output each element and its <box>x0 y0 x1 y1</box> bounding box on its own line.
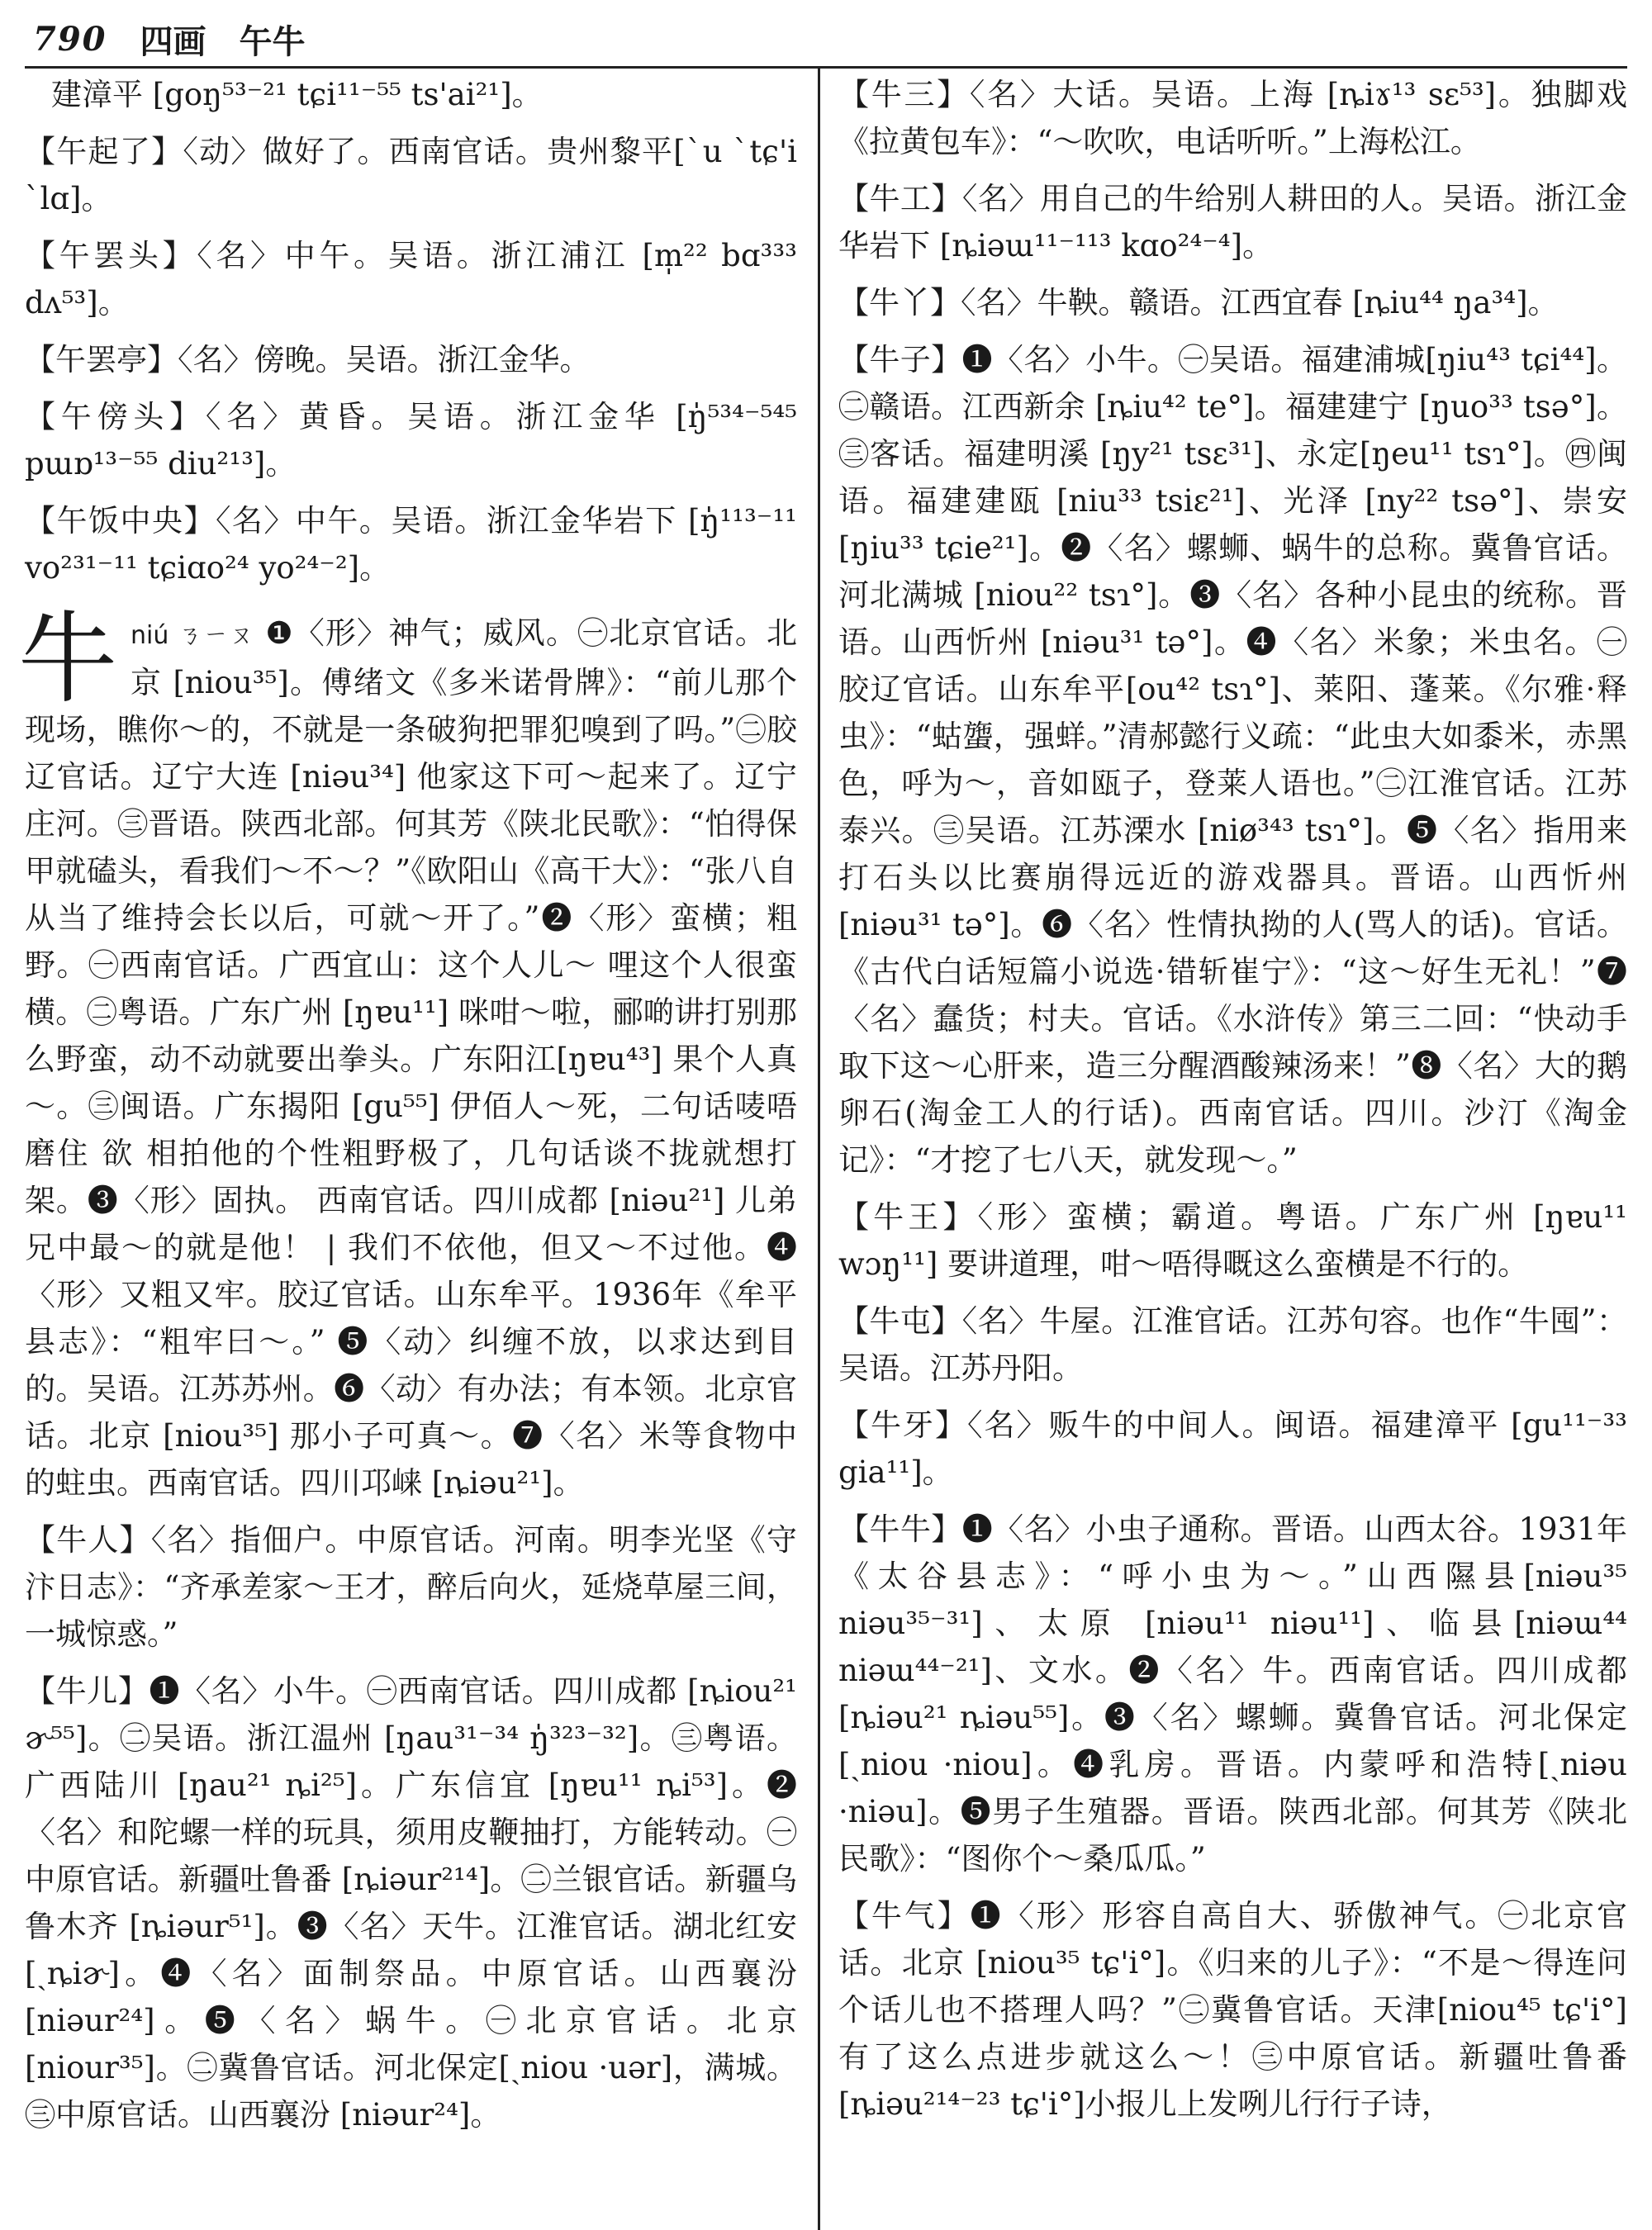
head-pinyin: niú ㄋㄧㄡ <box>131 621 255 650</box>
niu-definition: ❶〈形〉神气；威风。㊀北京官话。北京 [niou³⁵]。傅绪文《多米诺骨牌》：“前儿那个现场，瞧你～的，不就是一条破狗把罪犯嗅到了吗。”㊁胶辽官话。辽宁大连 [niəu³⁴] 他家这下可～起来了。辽宁庄河。㊂晋语。陕西北部。何其芳《陕北民歌》：“怕得保甲就磕头，看我们～不～？”《欧阳山《高干大》：“张八自从当了维持会长以后，可就～开了。”❷〈形〉蛮横；粗野。㊀西南官话。广西宜山：这个人儿～ 哩这个人很蛮横。㊁粤语。广东广州 [ŋɐu¹¹] 咪咁～啦，郦啲讲打别那么野蛮，动不动就要出拳头。广东阳江[ŋɐu⁴³] 果个人真～。㊂闽语。广东揭阳 [gu⁵⁵] 伊佰人～死，二句话唛唔磨住 欲 相拍他的个性粗野极了，几句话谈不拢就想打架。❸〈形〉固执。 西南官话。四川成都 [niəu²¹] 儿弟兄中最～的就是他！ | 我们不依他，但又～不过他。❹〈形〉又粗又牢。胶辽官话。山东牟平。1936年《牟平县志》：“粗牢曰～。” ❺〈动〉纠缠不放，以求达到目的。吴语。江苏苏州。❻〈动〉有办法；有本领。北京官话。北京 [niou³⁵] 那小子可真～。❼〈名〉米等食物中的蛀虫。西南官话。四川邛崃 [ȵiəu²¹]。 <box>25 615 797 1501</box>
entry-niuya-yoke: 【牛丫】〈名〉牛鞅。赣语。江西宜春 [ȵiu⁴⁴ ŋa³⁴]。 <box>838 285 1559 320</box>
entry-niuya-broker: 【牛牙】〈名〉贩牛的中间人。闽语。福建漳平 [gu¹¹⁻³³ gia¹¹]。 <box>838 1407 1627 1490</box>
entry-wubatou: 【午罢头】〈名〉中午。吴语。浙江浦江 [m̩²² bɑ³³³ dʌ⁵³]。 <box>25 238 797 320</box>
entry-niuniu: 【牛牛】❶〈名〉小虫子通称。晋语。山西太谷。1931年《太谷县志》：“呼小虫为～。”山西隰县[niəu³⁵ niəu³⁵⁻³¹]、太原 [niəu¹¹ niəu¹¹]、临县[niəɯ⁴⁴ niəɯ⁴⁴⁻²¹]、文水。❷〈名〉牛。西南官话。四川成都 [ȵiəu²¹ ȵiəu⁵⁵]。❸〈名〉螺蛳。冀鲁官话。河北保定 [ˏniou ·niou]。❹乳房。晋语。内蒙呼和浩特[ˏniəu ·niəu]。❺男子生殖器。晋语。陕西北部。何其芳《陕北民歌》：“图你个～桑瓜瓜。” <box>838 1511 1627 1877</box>
column-divider <box>818 68 820 2230</box>
entry-niuer: 【牛儿】❶〈名〉小牛。㊀西南官话。四川成都 [ȵiou²¹ ɚ⁵⁵]。㊁吴语。浙江温州 [ŋau³¹⁻³⁴ ŋ̍³²³⁻³²]。㊂粤语。广西陆川 [ŋau²¹ ȵi²⁵]。广东信宜 [ŋɐu¹¹ ȵi⁵³]。❷〈名〉和陀螺一样的玩具，须用皮鞭抽打，方能转动。㊀中原官话。新疆吐鲁番 [ȵiəur²¹⁴]。㊁兰银官话。新疆乌鲁木齐 [ȵiəur⁵¹]。❸〈名〉天牛。江淮官话。湖北红安 [ˏȵiɚ]。❹〈名〉面制祭品。中原官话。山西襄汾 [niəur²⁴]。❺〈名〉蜗牛。㊀北京官话。北京[niour³⁵]。㊁冀鲁官话。河北保定[ˏniou ·uər]，满城。㊂中原官话。山西襄汾 [niəur²⁴]。 <box>25 1673 797 2133</box>
header-rule <box>25 66 1627 69</box>
head-character: 牛 <box>18 602 117 717</box>
entry-niuwang: 【牛王】〈形〉蛮横；霸道。粤语。广东广州 [ŋɐu¹¹ wɔŋ¹¹] 要讲道理，咁～唔得嘅这么蛮横是不行的。 <box>838 1199 1627 1282</box>
entry-wufanzhongyang: 【午饭中央】〈名〉中午。吴语。浙江金华岩下 [ŋ̍¹¹³⁻¹¹ vo²³¹⁻¹¹ tɕiɑo²⁴ yo²⁴⁻²]。 <box>25 503 797 586</box>
entry-niu-main <box>18 602 797 1506</box>
entry-continuation: 建漳平 [goŋ⁵³⁻²¹ tɕi¹¹⁻⁵⁵ ts'ai²¹]。 <box>51 77 543 112</box>
entry-niusan: 【牛三】〈名〉大话。吴语。上海 [ȵiɤ¹³ sɛ⁵³]。独脚戏《拉黄包车》：“～吹吹，电话听听。”上海松江。 <box>838 77 1627 159</box>
entry-niuzi: 【牛子】❶〈名〉小牛。㊀吴语。福建浦城[ŋiu⁴³ tɕi⁴⁴]。㊁赣语。江西新余 [ȵiu⁴² te°]。福建建宁 [ŋuo³³ tsə°]。㊂客话。福建明溪 [ŋy²¹ tsɛ³¹]、永定[ŋeu¹¹ tsɿ°]。㊃闽语。福建建瓯 [niu³³ tsiɛ²¹]、光泽 [ny²² tsə°]、崇安[ŋiu³³ tɕie²¹]。❷〈名〉螺蛳、蜗牛的总称。冀鲁官话。河北满城 [niou²² tsɿ°]。❸〈名〉各种小昆虫的统称。晋语。山西忻州 [niəu³¹ tə°]。❹〈名〉米象；米虫名。㊀胶辽官话。山东牟平[ou⁴² tsɿ°]、莱阳、蓬莱。《尔雅·释虫》：“蛄䗐，强蛘。”清郝懿行义疏：“此虫大如黍米，赤黑色，呼为～，音如瓯子，登莱人语也。”㊁江淮官话。江苏泰兴。㊂吴语。江苏溧水 [niø³⁴³ tsɿ°]。❺〈名〉指用来打石头以比赛崩得远近的游戏器具。晋语。山西忻州 [niəu³¹ tə°]。❻〈名〉性情执拗的人(骂人的话)。官话。《古代白话短篇小说选·错斩崔宁》：“这～好生无礼！”❼〈名〉蠢货；村夫。官话。《水浒传》第三二回：“快动手取下这～心肝来，造三分醒酒酸辣汤来！”❽〈名〉大的鹅卵石(淘金工人的行话)。西南官话。四川。沙汀《淘金记》：“才挖了七八天，就发现～。” <box>838 342 1627 1178</box>
section-label: 四画 <box>140 21 206 61</box>
entry-wuqile: 【午起了】〈动〉做好了。西南官话。贵州黎平[ˋu ˋtɕ'i ˋlɑ]。 <box>25 134 797 216</box>
page-header <box>33 10 1635 68</box>
entry-niutun: 【牛屯】〈名〉牛屋。江淮官话。江苏句容。也作“牛囤”：吴语。江苏丹阳。 <box>838 1303 1627 1386</box>
page-number: 790 <box>33 19 107 59</box>
entry-niuren: 【牛人】〈名〉指佃户。中原官话。河南。明李光坚《守汴日志》：“齐承差家～王才，醉后向火，延烧草屋三间，一城惊惑。” <box>25 1522 797 1652</box>
left-column <box>18 71 797 2230</box>
entry-wubangtou: 【午傍头】〈名〉黄昏。吴语。浙江金华 [ŋ̍⁵³⁴⁻⁵⁴⁵ pɯɒ¹³⁻⁵⁵ diu²¹³]。 <box>25 399 797 482</box>
entry-wubating: 【午罢亭】〈名〉傍晚。吴语。浙江金华。 <box>25 342 591 377</box>
header-chars: 午牛 <box>239 21 306 61</box>
entry-niugong: 【牛工】〈名〉用自己的牛给别人耕田的人。吴语。浙江金华岩下 [ȵiəɯ¹¹⁻¹¹³ kɑo²⁴⁻⁴]。 <box>838 181 1627 263</box>
entry-niuqi: 【牛气】❶〈形〉形容自高自大、骄傲神气。㊀北京官话。北京 [niou³⁵ tɕ'i°]。《归来的儿子》：“不是～得连问个话儿也不搭理人吗？”㊁冀鲁官话。天津[niou⁴⁵ tɕ'i°] 有了这么点进步就这么～！㊂中原官话。新疆吐鲁番 [ȵiəu²¹⁴⁻²³ tɕ'i°]小报儿上发咧儿行行子诗， <box>838 1898 1627 2122</box>
right-column <box>838 71 1627 2230</box>
